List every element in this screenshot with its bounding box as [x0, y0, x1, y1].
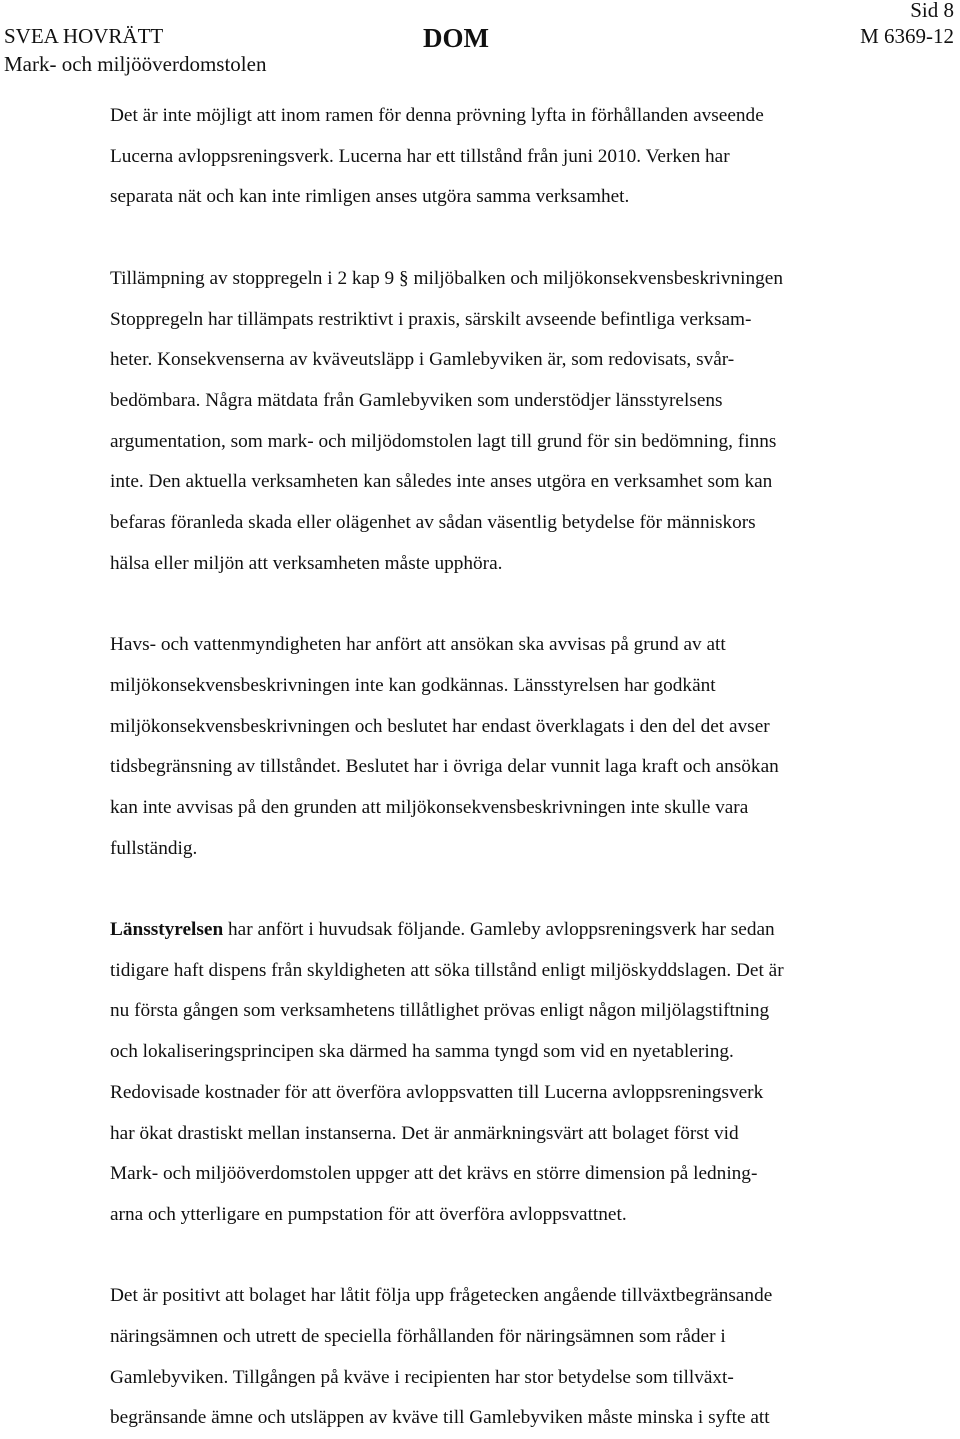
text-line: tidsbegränsning av tillståndet. Beslutet har i övriga delar vunnit laga kraft och ansökan: [110, 756, 779, 778]
paragraph: [110, 96, 930, 218]
paragraph: [110, 910, 930, 1236]
text-line: Det är inte möjligt att inom ramen för denna prövning lyfta in förhållanden avseende: [110, 105, 764, 126]
document-type: DOM: [423, 23, 489, 53]
text-line: Det är positivt att bolaget har låtit följa upp frågetecken angående tillväxtbegränsande: [110, 1285, 773, 1307]
text-line: [110, 910, 930, 951]
court-division: Mark- och miljööverdomstolen: [4, 52, 267, 76]
paragraph: [110, 625, 930, 869]
document-body: [110, 96, 930, 1439]
text-line: kan inte avvisas på den grunden att miljökonsekvensbeskrivningen inte skulle vara: [110, 796, 749, 818]
text-line: Mark- och miljööverdomstolen uppger att det krävs en större dimension på ledning-: [110, 1163, 758, 1185]
paragraph: [110, 259, 930, 585]
text-line: nu första gången som verksamhetens tillåtlighet prövas enligt någon miljölagstiftning: [110, 1000, 770, 1022]
text-line: Havs- och vattenmyndigheten har anfört att ansökan ska avvisas på grund av att: [110, 634, 726, 656]
text-line: arna och ytterligare en pumpstation för att överföra avloppsvattnet.: [110, 1203, 627, 1225]
case-number: M 6369-12: [860, 24, 954, 48]
text-line: befaras föranleda skada eller olägenhet av sådan väsentlig betydelse för människors: [110, 512, 756, 534]
text-line: argumentation, som mark- och miljödomstolen lagt till grund för sin bedömning, finns: [110, 430, 777, 452]
text-line: inte. Den aktuella verksamheten kan således inte anses utgöra en verksamhet som kan: [110, 471, 773, 493]
text-line: Redovisade kostnader för att överföra avloppsvatten till Lucerna avloppsreningsverk: [110, 1081, 764, 1103]
text-line: fullständig.: [110, 837, 198, 859]
text-fragment: har anfört i huvudsak följande. Gamleby avloppsreningsverk har sedan: [223, 919, 775, 941]
text-line: har ökat drastiskt mellan instanserna. Det är anmärkningsvärt att bolaget först vid: [110, 1122, 739, 1144]
text-line: miljökonsekvensbeskrivningen och beslutet har endast överklagats i den del det avser: [110, 715, 770, 737]
text-line: näringsämnen och utrett de speciella förhållanden för näringsämnen som råder i: [110, 1326, 726, 1348]
text-line: Gamlebyviken. Tillgången på kväve i recipienten har stor betydelse som tillväxt-: [110, 1366, 734, 1388]
text-line: Stoppregeln har tillämpats restriktivt i praxis, särskilt avseende befintliga verksam-: [110, 308, 752, 330]
text-line: miljökonsekvensbeskrivningen inte kan godkännas. Länsstyrelsen har godkänt: [110, 674, 716, 696]
paragraph: [110, 1276, 930, 1439]
text-line: och lokaliseringsprincipen ska därmed ha samma tyngd som vid en nyetablering.: [110, 1041, 734, 1063]
court-name: SVEA HOVRÄTT: [4, 24, 164, 48]
text-line: hälsa eller miljön att verksamheten måste upphöra.: [110, 552, 503, 574]
page-number: Sid 8: [910, 0, 954, 22]
text-line: tidigare haft dispens från skyldigheten att söka tillstånd enligt miljöskyddslagen. Det är: [110, 959, 784, 981]
text-line: begränsande ämne och utsläppen av kväve till Gamlebyviken måste minska i syfte att: [110, 1407, 770, 1429]
text-line: bedömbara. Några mätdata från Gamlebyviken som understödjer länsstyrelsens: [110, 389, 723, 411]
text-line: heter. Konsekvenserna av kväveutsläpp i Gamlebyviken är, som redovisats, svår-: [110, 349, 735, 371]
page-header: [0, 0, 960, 80]
bold-lead-term: Länsstyrelsen: [110, 919, 224, 941]
section-heading-line: Tillämpning av stoppregeln i 2 kap 9 § miljöbalken och miljökonsekvensbeskrivningen: [110, 267, 783, 289]
text-line: separata nät och kan inte rimligen anses utgöra samma verksamhet.: [110, 186, 630, 208]
text-line: Lucerna avloppsreningsverk. Lucerna har ett tillstånd från juni 2010. Verken har: [110, 145, 730, 167]
